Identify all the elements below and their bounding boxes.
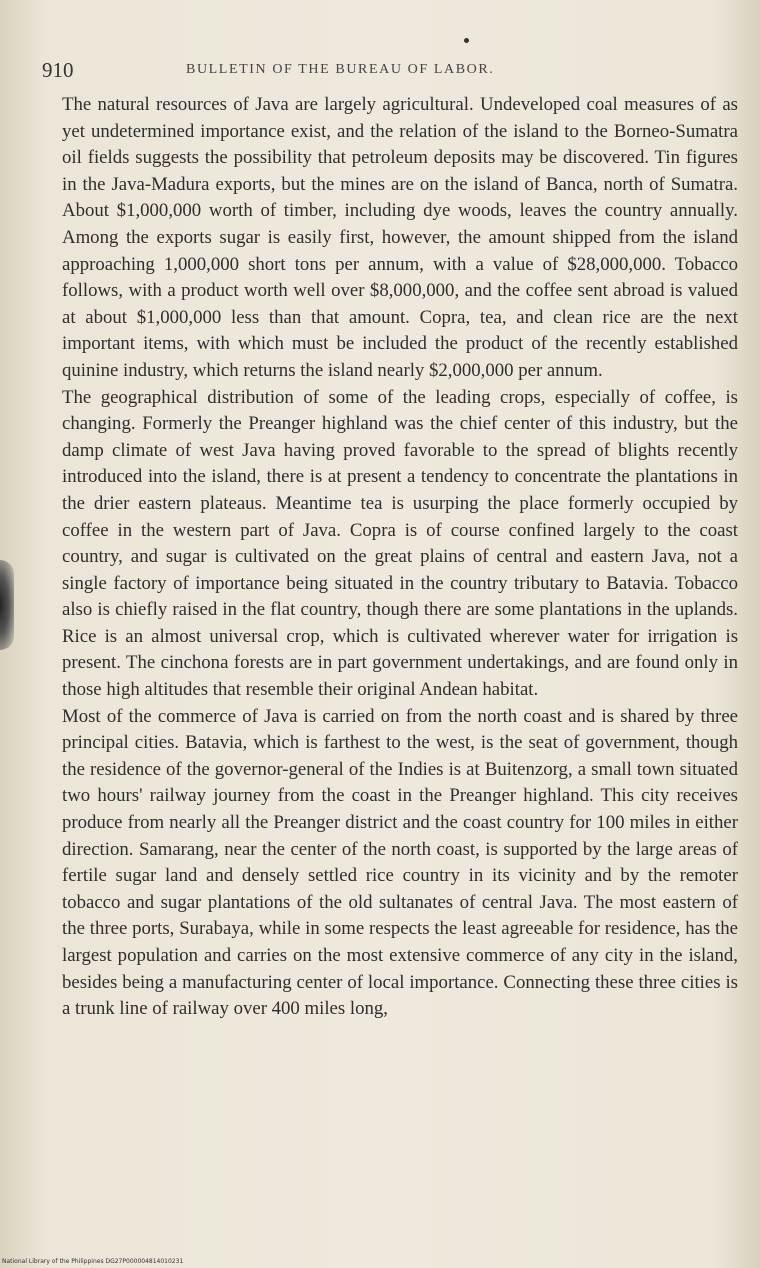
paragraph-natural-resources: The natural resources of Java are largely agricultural. Undeveloped coal measures of as yet undetermined importance exist, and the relation of the island to the Borneo-Sumatra oil fields suggests the possibility that petroleum deposits may be discovered. Tin figures in the Java-Madura exports, but the mines are on the island of Banca, north of Sumatra. About $1,000,000 worth of timber, including dye woods, leaves the country annually. Among the exports sugar is easily first, however, the amount shipped from the island approaching 1,000,000 short tons per annum, with a value of $28,000,000. Tobacco follows, with a product worth well over $8,000,000, and the coffee sent abroad is valued at about $1,000,000 less than that amount. Copra, tea, and clean rice are the next important items, with which must be included the product of the recently established quinine industry, which returns the island nearly $2,000,000 per annum. — [62, 94, 738, 381]
paragraph-crop-distribution: The geographical distribution of some of the leading crops, especially of coffee, is changing. Formerly the Preanger highland was the chief center of this industry, but the damp climate of west Java having proved favorable to the spread of blights recently introduced into the island, there is at present a tendency to concentrate the plantations in the drier eastern plateaus. Meantime tea is usurping the place formerly occupied by coffee in the western part of Java. Copra is of course confined largely to the coast country, and sugar is cultivated on the great plains of central and eastern Java, not a single factory of importance being situated in the country tributary to Batavia. Tobacco also is chiefly raised in the flat country, though there are some plantations in the uplands. Rice is an almost universal crop, which is cultivated wherever water for irrigation is present. The cinchona forests are in part government undertakings, and are found only in those high altitudes that resemble their original Andean habitat. — [62, 386, 738, 701]
running-title: BULLETIN OF THE BUREAU OF LABOR. — [186, 62, 495, 77]
page-header — [42, 58, 722, 88]
body-text — [62, 92, 738, 1023]
ink-dot — [464, 38, 469, 43]
paragraph-commerce: Most of the commerce of Java is carried on from the north coast and is shared by three principal cities. Batavia, which is farthest to the west, is the seat of government, though the residence of the governor-general of the Indies is at Buitenzorg, a small town situated two hours' railway journey from the coast in the Preanger highland. This city receives produce from nearly all the Preanger district and the coast country for 100 miles in either direction. Samarang, near the center of the north coast, is supported by the large areas of fertile sugar land and densely settled rice country in its vicinity and by the remoter tobacco and sugar plantations of the old sultanates of central Java. The most eastern of the three ports, Surabaya, while in some respects the least agreeable for residence, has the largest population and carries on the most extensive commerce of any city in the island, besides being a manufacturing center of local importance. Connecting these three cities is a trunk line of railway over 400 miles long, — [62, 705, 738, 1020]
page-number: 910 — [42, 58, 74, 82]
scan-credit: National Library of the Philippines DG27P000004814010231 — [2, 1258, 184, 1265]
binding-shadow — [0, 560, 14, 650]
